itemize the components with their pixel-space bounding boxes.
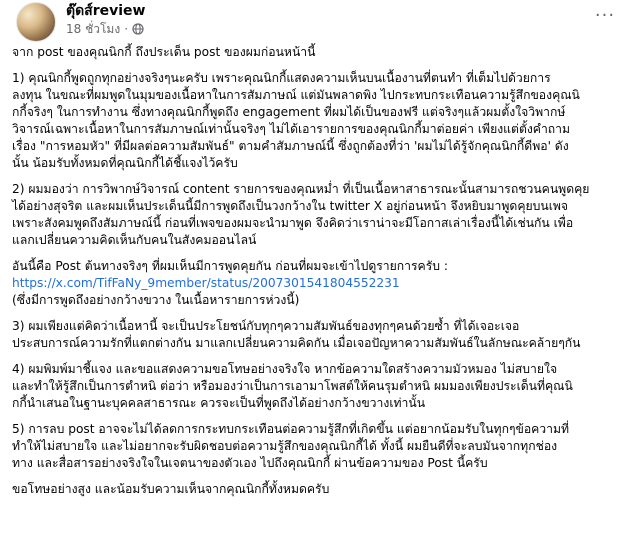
text-line: ลงทุน ในขณะที่ผมพูดในมุมของเนื้อหาในการสัมภาษณ์ แต่มันพลาดพิง ไปกระทบกระเทือนความรู้สึกของคุณนิ — [12, 88, 580, 102]
paragraph-2 — [12, 181, 630, 249]
text-line: 1) คุณนิกกี้พูดถูกทุกอย่างจริงๆนะครับ เพราะคุณนิกกี้แสดงความเห็นบนเนื้องานที่ตนทำ ที่เต็มไปด้วยการ — [12, 71, 551, 85]
text-line: อันนี้คือ Post ต้นทางจริงๆ ที่ผมเห็นมีการพูดคุยกัน ก่อนที่ผมจะเข้าไปดูรายการครับ : — [12, 259, 448, 273]
post-header — [12, 0, 630, 44]
globe-icon[interactable] — [132, 23, 144, 35]
text-line: 3) ผมเพียงแต่คิดว่าเนื้อหานี้ จะเป็นประโยชน์กับทุกๆความสัมพันธ์ของทุกๆคนด้วยซ้ำ ที่ได้เจอะเจอ — [12, 319, 520, 333]
source-post-link[interactable]: https://x.com/TifFaNy_9member/status/2007301541804552231 — [12, 276, 400, 290]
text-line: วิจารณ์เฉพาะเนื้อหาในการสัมภาษณ์เท่านั้นจริงๆ ไม่ได้เอารายการของคุณนิกกี้มาต่อยค่า เพียงแต่ตั้งคำถาม — [12, 122, 571, 136]
post-meta — [66, 21, 144, 37]
text-line: ทาง และสื่อสารอย่างจริงใจในเจตนาของตัวเอง ไปถึงคุณนิกกี้ ผ่านข้อความของ Post นี้ครับ — [12, 456, 488, 470]
text-line: กกี้นำเสนอในฐานะบุคคลสาธารณะ ควรจะเป็นที่พูดถึงได้อย่างกว้างขวางเท่านั้น — [12, 396, 426, 410]
paragraph-3 — [12, 318, 630, 352]
more-options-button[interactable]: ··· — [594, 5, 616, 26]
post-timestamp[interactable]: 18 ชั่วโมง — [66, 22, 121, 36]
text-line: 2) ผมมองว่า การวิพากษ์วิจารณ์ content รายการของคุณหม่ำ ที่เป็นเนื้อหาสาธารณะนั้นสามารถชวนคนพูดคุย — [12, 182, 590, 196]
paragraph-4 — [12, 361, 630, 412]
text-line: แลกเปลี่ยนความคิดเห็นกับคนในสังคมออนไลน์ — [12, 233, 257, 247]
text-line: และทำให้รู้สึกเป็นการตำหนิ ต่อว่า หรือมองว่าเป็นการเอามาโพสต์ให้คนรุมตำหนิ ผมมองเพียงประเด็นที่คุณนิ — [12, 379, 573, 393]
post-intro: จาก post ของคุณนิกกี้ ถึงประเด็น post ของผมก่อนหน้านี้ — [12, 45, 316, 59]
text-line: (ซึ่งมีการพูดถึงอย่างกว้างขวาง ในเนื้อหารายการห่วงนี้) — [12, 293, 300, 307]
meta-separator: · — [124, 22, 129, 36]
text-line: ได้อย่างสุจริต และผมเห็นประเด็นนี้มีการพูดถึงเป็นวงกว้างใน twitter X อยู่ก่อนหน้า จึงหยิบมาพูดคุยบนเพจ — [12, 199, 569, 213]
text-line: เรื่อง "การหอมหัว" ที่มีผลต่อความสัมพันธ์" ตามคำสัมภาษณ์นี้ ซึ่งถูกต้องที่ว่า 'ผมไม่ได้รู้จักคุณนิกกี้ดีพอ' ดัง — [12, 139, 569, 153]
text-line: 4) ผมพิมพ์มาชี้แจง และขอแสดงความขอโทษอย่างจริงใจ หากข้อความใดสร้างความมัวหมอง ไม่สบายใจ — [12, 362, 558, 376]
author-name[interactable]: ตุ๊ดส์review — [66, 3, 146, 19]
text-line: ทำให้ไม่สบายใจ และไม่อยากจะรับผิดชอบต่อความรู้สึกของคุณนิกกี้ได้ ทั้งนี้ ผมยืนดีที่จะลบมันจากทุกช่อง — [12, 439, 558, 453]
post-body — [12, 44, 630, 498]
text-line: นั้น น้อมรับทั้งหมดที่คุณนิกกี้ได้ชี้แจงไว้ครับ — [12, 156, 238, 170]
text-line: ประสบการณ์ความรักที่แตกต่างกัน มาแลกเปลี่ยนความคิดกัน เมื่อเจอปัญหาความสัมพันธ์ในลักษณะคล้ายๆกัน — [12, 336, 581, 350]
paragraph-5 — [12, 421, 630, 472]
paragraph-1 — [12, 70, 630, 172]
source-post-paragraph — [12, 258, 630, 309]
text-line: 5) การลบ post อาจจะไม่ได้ลดการกระทบกระเทือนต่อความรู้สึกที่เกิดขึ้น แต่อยากน้อมรับในทุกๆข้อความที่ — [12, 422, 570, 436]
text-line: กกี้จริงๆ ในการทำงาน ซึ่งทางคุณนิกกี้พูดถึง engagement ที่ผมได้เป็นของฟรี แต่จริงๆแล้วผมตั้งใจวิพากษ์ — [12, 105, 566, 119]
text-line: เพราะสังคมพูดถึงสัมภาษณ์นี้ ก่อนที่เพจของผมจะนำมาพูด จึงคิดว่าเราน่าจะมีโอกาสเล่าเรื่องนี้ได้เช่นกัน เพื่อ — [12, 216, 574, 230]
avatar[interactable] — [16, 2, 56, 42]
closing-line: ขอโทษอย่างสูง และน้อมรับความเห็นจากคุณนิกกี้ทั้งหมดครับ — [12, 482, 330, 496]
